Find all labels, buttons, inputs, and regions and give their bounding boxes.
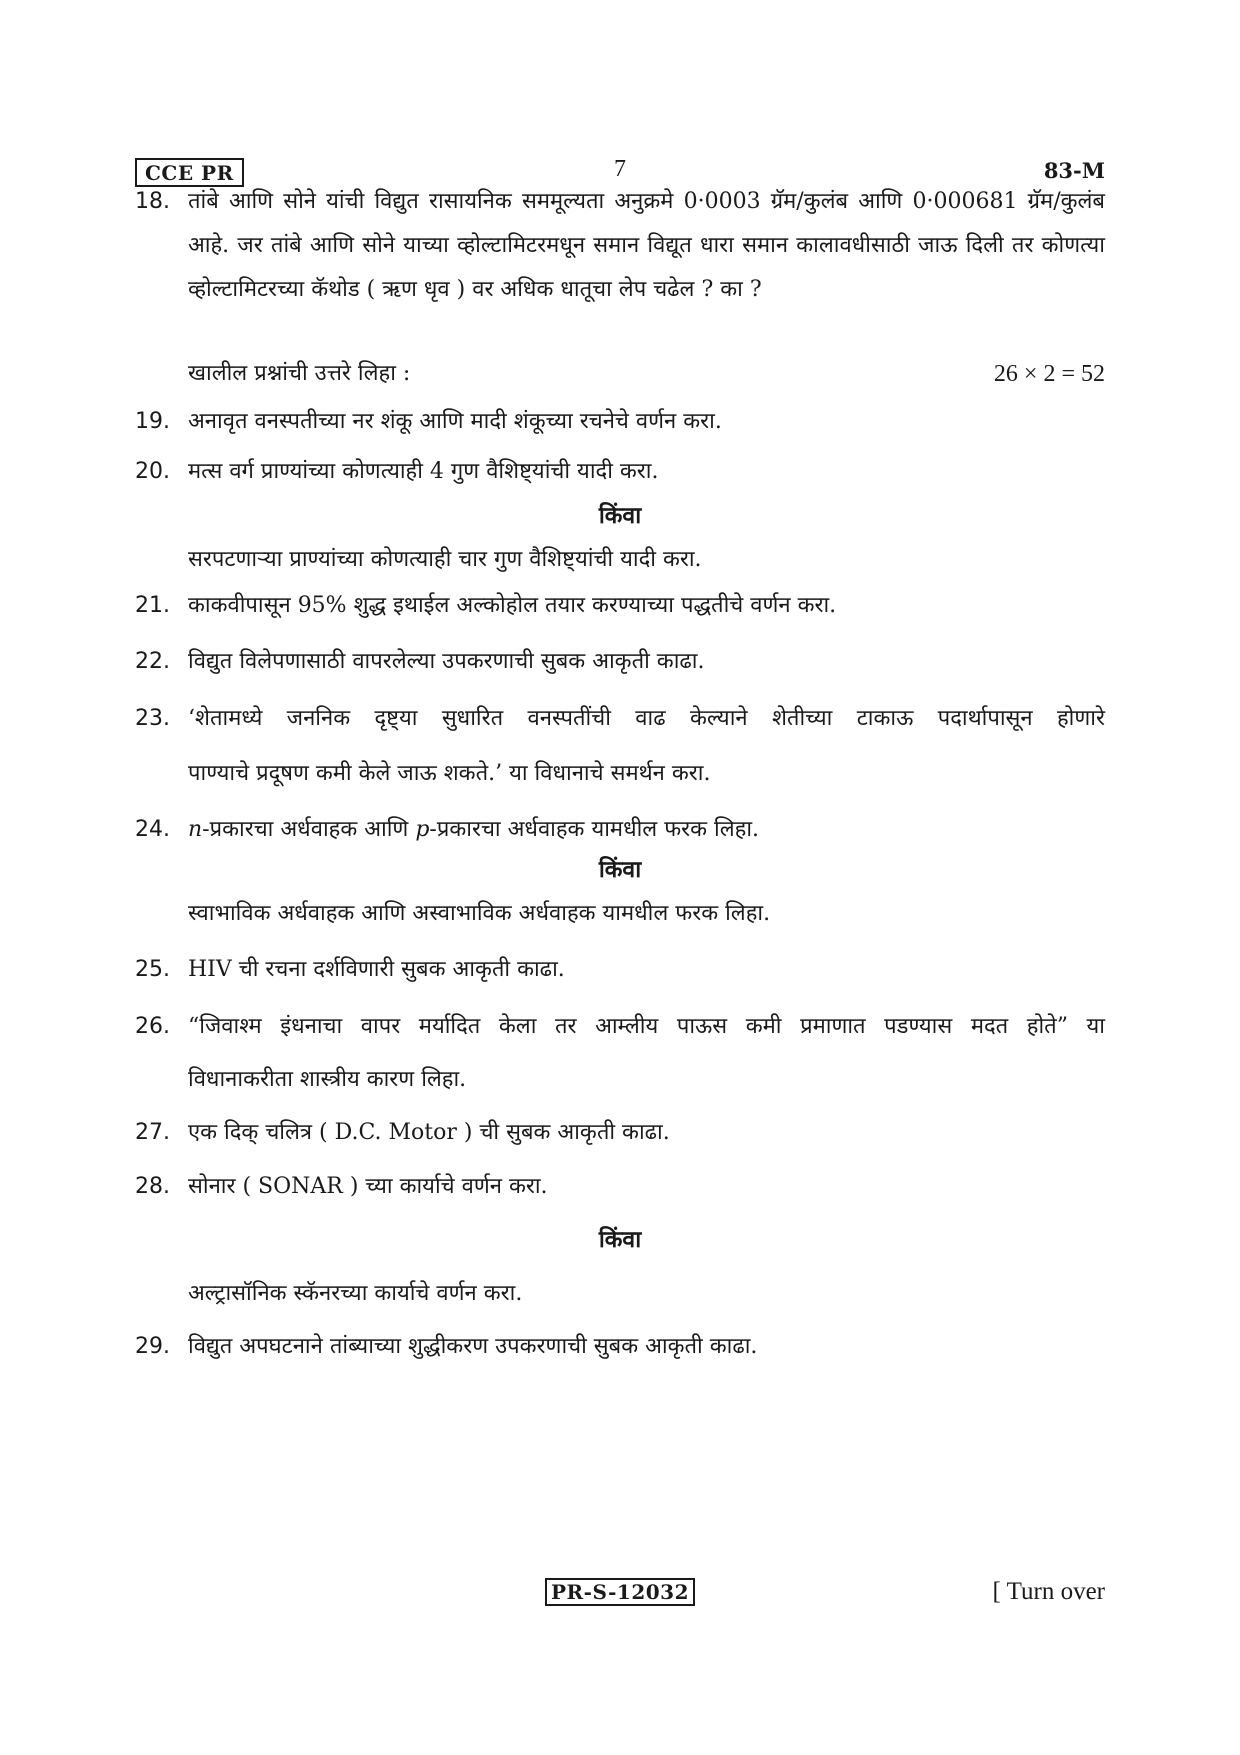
question-text: विद्युत अपघटनाने तांब्याच्या शुद्धीकरण उपकरणाची सुबक आकृती काढा. [188,1334,758,1359]
question-25 [135,948,1105,992]
question-number: 20. [135,459,170,484]
question-text [188,808,1105,852]
header-left-code: CCE PR [135,158,244,187]
question-text: एक दिक् चलित्र ( D.C. Motor ) ची सुबक आकृती काढा. [188,1120,670,1145]
question-text: काकवीपासून 95% शुद्ध इथाईल अल्कोहोल तयार करण्याच्या पद्धतीचे वर्णन करा. [188,593,837,618]
question-text-line-1: ‘शेतामध्ये जननिक दृष्ट्या सुधारित वनस्पतींची वाढ केल्याने शेतीच्या टाकाऊ पदार्थापासून होणारे [188,706,1105,731]
instruction-row [188,352,1105,396]
question-text: अनावृत वनस्पतीच्या नर शंकू आणि मादी शंकूच्या रचनेचे वर्णन करा. [188,409,722,434]
question-number: 18. [135,189,170,214]
question-24-alternative: स्वाभाविक अर्धवाहक आणि अस्वाभाविक अर्धवाहक यामधील फरक लिहा. [188,901,771,926]
turn-over-note: [ Turn over [992,1578,1105,1605]
question-text: तांबे आणि सोने यांची विद्युत रासायनिक सममूल्यता अनुक्रमे 0·0003 ग्रॅम/कुलंब आणि 0·000681 ग्रॅम/कुलंब आहे. जर तांबे आणि सोने याच्या व्होल्टामिटरमधून समान विद्यूत धारा समान कालावधीसाठी जाऊ दिली तर कोणत्या व्होल्टामिटरच्या कॅथोड ( ऋण धृव ) वर अधिक धातूचा लेप चढेल ? का ? [188,189,1105,302]
or-separator: किंवा [598,502,642,529]
question-26-line-2: विधानाकरीता शास्त्रीय कारण लिहा. [188,1067,467,1092]
question-number: 21. [135,593,170,618]
question-29 [135,1325,1105,1369]
question-28-alternative: अल्ट्रासॉनिक स्कॅनरच्या कार्याचे वर्णन करा. [188,1281,523,1306]
paper-code: PR-S-12032 [545,1578,695,1606]
question-text-part-2: -प्रकारचा अर्धवाहक यामधील फरक लिहा. [429,817,760,842]
question-text: मत्स वर्ग प्राण्यांच्या कोणत्याही 4 गुण वैशिष्ट्यांची यादी करा. [188,459,659,484]
question-text-line-1: “जिवाश्म इंधनाचा वापर मर्यादित केला तर आम्लीय पाऊस कमी प्रमाणात पडण्यास मदत होते” या [188,1014,1105,1039]
question-number: 23. [135,706,170,731]
question-text: HIV ची रचना दर्शविणारी सुबक आकृती काढा. [188,957,565,982]
marks-allocation: 26 × 2 = 52 [993,361,1105,387]
question-number: 29. [135,1334,170,1359]
question-21 [135,584,1105,628]
question-text-part-1: -प्रकारचा अर्धवाहक आणि [202,817,416,842]
question-23-line-2: पाण्याचे प्रदूषण कमी केले जाऊ शकते.’ या विधानाचे समर्थन करा. [188,761,711,786]
question-24 [135,808,1105,852]
question-number: 27. [135,1120,170,1145]
question-text: विद्युत विलेपणासाठी वापरलेल्या उपकरणाची सुबक आकृती काढा. [188,649,705,674]
question-18 [135,180,1105,312]
question-28 [135,1165,1105,1209]
question-number: 22. [135,649,170,674]
page-number: 7 [614,156,626,182]
question-number: 24. [135,817,170,842]
question-26 [135,1005,1105,1049]
question-19 [135,400,1105,444]
question-22 [135,640,1105,684]
or-separator: किंवा [598,856,642,883]
or-separator: किंवा [598,1226,642,1253]
question-20-alternative: सरपटणाऱ्या प्राण्यांच्या कोणत्याही चार गुण वैशिष्ट्यांची यादी करा. [188,547,702,572]
n-type-symbol: n [188,817,203,842]
question-23 [135,697,1105,741]
question-number: 19. [135,409,170,434]
header-right-code: 83-M [1043,158,1105,183]
question-27 [135,1111,1105,1155]
question-number: 28. [135,1174,170,1199]
instruction-text: खालील प्रश्नांची उत्तरे लिहा : [188,361,411,386]
question-20 [135,450,1105,494]
question-number: 26. [135,1014,170,1039]
question-number: 25. [135,957,170,982]
p-type-symbol: p [415,817,430,842]
question-text: सोनार ( SONAR ) च्या कार्याचे वर्णन करा. [188,1174,548,1199]
